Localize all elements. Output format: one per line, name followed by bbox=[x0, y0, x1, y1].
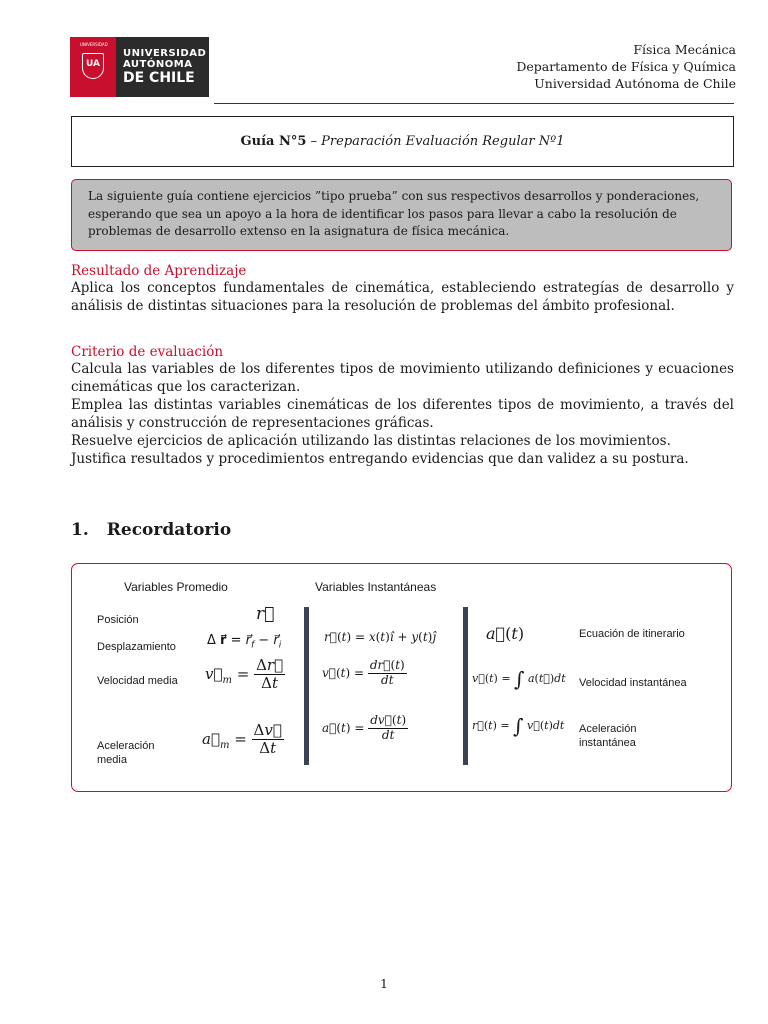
section-heading bbox=[71, 520, 231, 540]
criteria-item: Emplea las distintas variables cinemáticas de los diferentes tipos de movimiento, a través del análisis y construcción de representaciones gráficas. bbox=[71, 397, 734, 431]
row-label-position: Posición bbox=[97, 614, 139, 626]
formula-average-acceleration: $a⃗_m$ = $\frac{\Delta v⃗}{\Delta t}$ bbox=[202, 721, 282, 758]
label-instantaneous-velocity: Velocidad instantánea bbox=[579, 677, 687, 689]
formula-average-velocity: $v⃗_m$ = $\frac{\Delta r⃗}{\Delta t}$ bbox=[205, 656, 284, 693]
criteria-heading: Criterio de evaluación bbox=[71, 344, 224, 360]
logo-line-3: DE CHILE bbox=[123, 70, 195, 86]
logo-abbr: UA bbox=[86, 59, 100, 69]
column-separator bbox=[304, 607, 309, 765]
kinematics-summary-box bbox=[71, 563, 732, 792]
guide-number: Guía N°5 bbox=[240, 134, 307, 149]
page-number: 1 bbox=[380, 976, 388, 991]
learning-outcome-text: Aplica los conceptos fundamentales de cinemática, estableciendo estrategías de desarrollo y análisis de distintas situaciones para la resolución de problemas del ámbito profesional. bbox=[71, 280, 734, 314]
guide-subtitle: Preparación Evaluación Regular Nº1 bbox=[321, 134, 565, 149]
column-separator bbox=[463, 607, 468, 765]
label-instantaneous-acceleration: Aceleración instantánea bbox=[579, 723, 637, 749]
guide-title-box bbox=[71, 116, 734, 167]
column-heading-instantaneous: Variables Instantáneas bbox=[315, 580, 437, 594]
row-label-average-acceleration: Aceleración media bbox=[97, 740, 155, 766]
formula-position-vector: r⃗ bbox=[256, 604, 275, 624]
column-heading-average: Variables Promedio bbox=[124, 580, 228, 594]
section-number: 1. bbox=[71, 520, 89, 540]
logo-seal-text: UNIVERSIDAD bbox=[80, 42, 108, 47]
logo-line-2: AUTÓNOMA bbox=[123, 59, 193, 70]
row-label-displacement: Desplazamiento bbox=[97, 641, 176, 653]
header-line-course: Física Mecánica bbox=[633, 42, 736, 57]
header-line-university: Universidad Autónoma de Chile bbox=[534, 76, 736, 91]
formula-instantaneous-acceleration: a⃗(t) = $\frac{dv⃗(t)}{dt}$ bbox=[322, 713, 407, 742]
criteria-item: Calcula las variables de los diferentes tipos de movimiento utilizando definiciones y ecuaciones cinemáticas que los caracterizan. bbox=[71, 361, 734, 395]
criteria-item: Resuelve ejercicios de aplicación utilizando las distintas relaciones de los movimientos. bbox=[71, 433, 671, 449]
header-info bbox=[516, 41, 736, 92]
formula-velocity-integral: v⃗(t) = ∫ a(t⃗)dt bbox=[472, 667, 566, 691]
formula-instantaneous-velocity: v⃗(t) = $\frac{dr⃗(t)}{dt}$ bbox=[322, 658, 405, 687]
formula-position-function: r⃗(t) = x(t)î + y(t)ĵ bbox=[324, 630, 437, 644]
header-line-department: Departamento de Física y Química bbox=[516, 59, 736, 74]
logo-line-1: UNIVERSIDAD bbox=[123, 48, 207, 59]
formula-displacement: Δ r⃗ = $r⃗_f$ − $r⃗_i$ bbox=[207, 633, 282, 651]
header-rule bbox=[214, 103, 734, 104]
learning-outcome-heading: Resultado de Aprendizaje bbox=[71, 263, 247, 279]
learning-outcome-section bbox=[71, 263, 734, 315]
criteria-item: Justifica resultados y procedimientos entregando evidencias que dan validez a su postura. bbox=[71, 451, 689, 467]
intro-box: La siguiente guía contiene ejercicios ”tipo prueba” con sus respectivos desarrollos y ponderaciones, esperando que sea un apoyo a la hora de identificar los pasos para llevar a cabo la resolución de problemas de desarrollo extenso en la asignatura de física mecánica. bbox=[71, 179, 732, 251]
section-title: Recordatorio bbox=[106, 520, 232, 540]
title-dash: – bbox=[306, 134, 322, 149]
university-logo bbox=[70, 37, 209, 97]
formula-position-integral: r⃗(t) = ∫ v⃗(t)dt bbox=[472, 714, 565, 738]
label-itinerary-equation: Ecuación de itinerario bbox=[579, 628, 685, 640]
formula-acceleration-function: a⃗(t) bbox=[486, 624, 525, 643]
criteria-section bbox=[71, 344, 734, 468]
row-label-average-velocity: Velocidad media bbox=[97, 675, 178, 687]
logo-wordmark bbox=[123, 49, 206, 85]
logo-red-panel bbox=[70, 37, 116, 97]
